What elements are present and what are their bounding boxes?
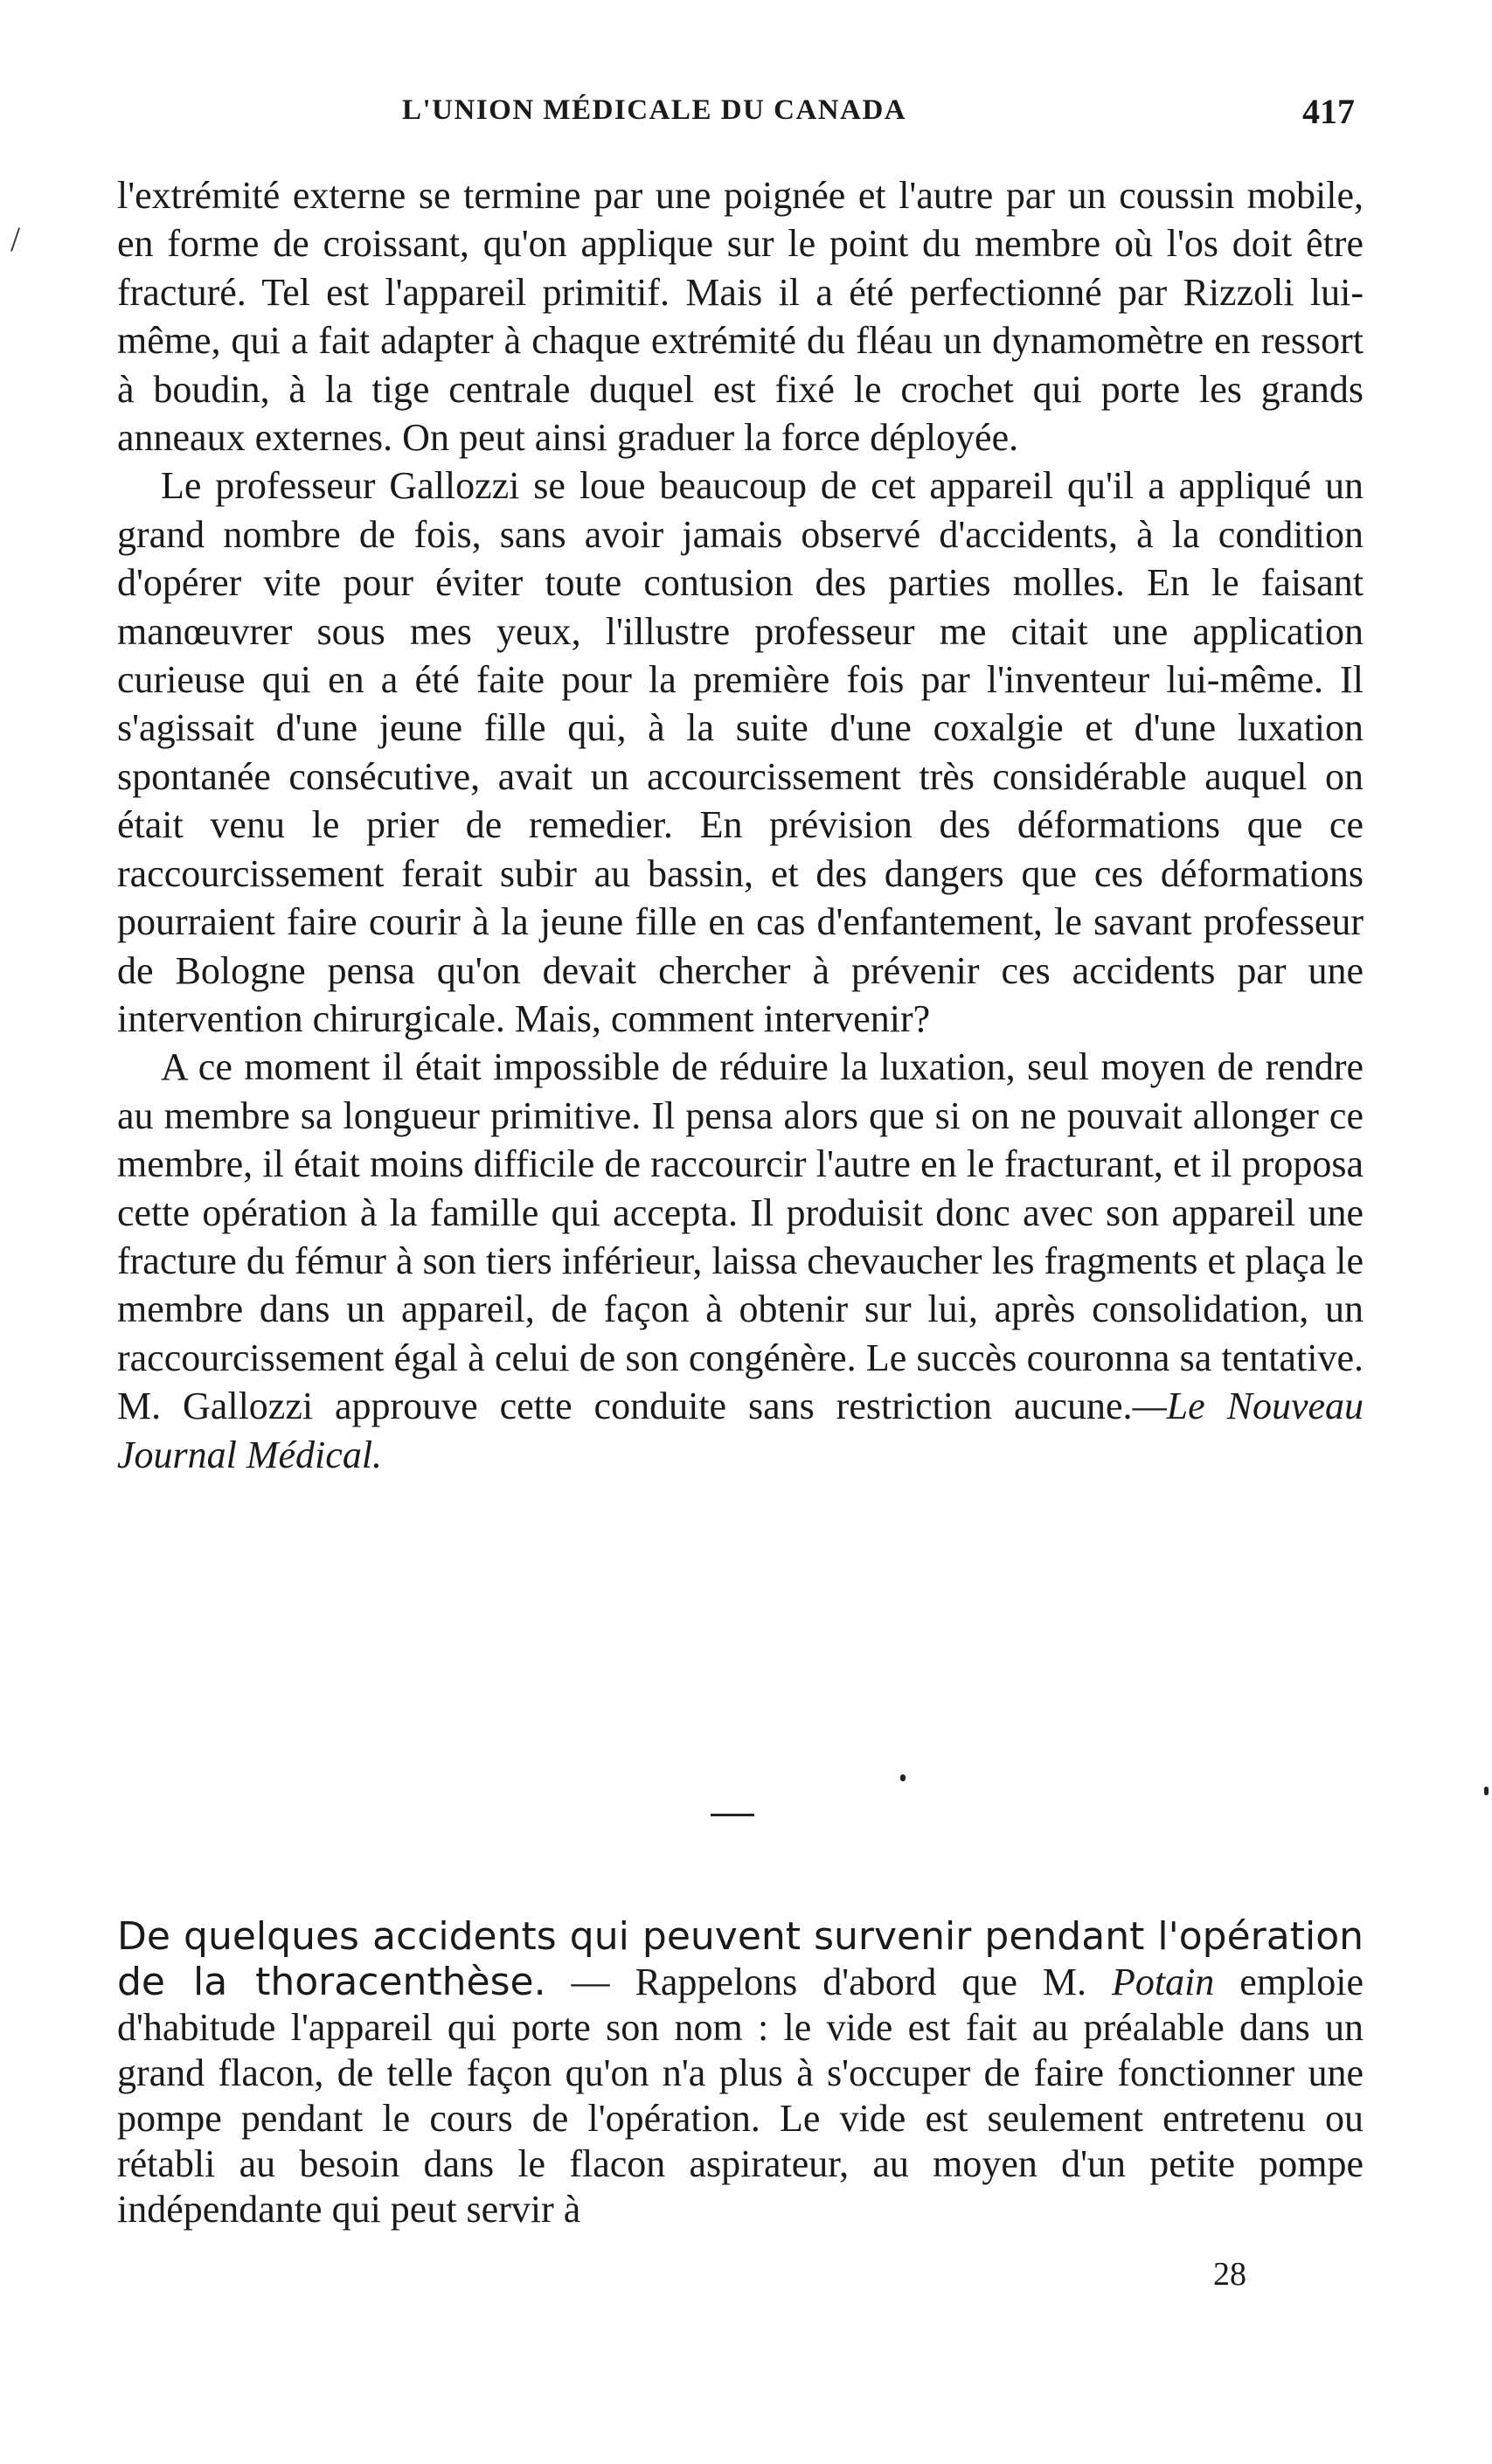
article-title: De quelques accidents qui peuvent survenir pendant l'opération de la thoracenthèse.	[117, 1914, 1364, 2004]
article-text: emploie d'habitude l'appareil qui porte son nom : le vide est fait au préalable dans un grand flacon, de telle façon qu'on n'a plus à s'occuper de faire fonctionner une pompe pendant le cours de l'opération. Le vide est seulement entretenu ou rétabli au besoin dans le flacon aspirateur, au moyen d'un petite pompe indépendante qui peut servir à	[117, 1961, 1364, 2231]
main-text	[117, 171, 1364, 1479]
page-number: 417	[1302, 92, 1355, 131]
source-citation: —Le Nouveau Journal Médical.	[117, 1385, 1364, 1476]
paragraph-3	[117, 1043, 1364, 1479]
paragraph-3-text: A ce moment il était impossible de réduire la luxation, seul moyen de rendre au membre sa longueur primitive. Il pensa alors que si on ne pouvait allonger ce membre, il était moins difficile de raccourcir l'autre en le fracturant, et il proposa cette opération à la famille qui accepta. Il produisit donc avec son appareil une fracture du fémur à son tiers inférieur, laissa chevaucher les fragments et plaça le membre dans un appareil, de façon à obtenir sur lui, après consolidation, un raccourcissement égal à celui de son congénère. Le succès couronna sa tentative. M. Gallozzi approuve cette conduite sans restriction aucune.	[117, 1045, 1364, 1428]
running-head	[114, 94, 1372, 138]
paragraph-2: Le professeur Gallozzi se loue beaucoup de cet appareil qu'il a appliqué un grand nombre de fois, sans avoir jamais observé d'accidents, à la condition d'opérer vite pour éviter toute contusion des parties molles. En le faisant manœuvrer sous mes yeux, l'illustre professeur me citait une application curieuse qui en a été faite pour la première fois par l'inventeur lui-même. Il s'agissait d'une jeune fille qui, à la suite d'une coxalgie et d'une luxation spontanée consécutive, avait un accourcissement très considérable auquel on était venu le prier de remedier. En prévision des déformations que ce raccourcissement ferait subir au bassin, et des dangers que ces déformations pourraient faire courir à la jeune fille en cas d'enfantement, le savant professeur de Bologne pensa qu'on devait chercher à prévenir ces accidents par une intervention chirurgicale. Mais, comment intervenir?	[117, 464, 1364, 1040]
ink-dot	[1484, 1787, 1489, 1795]
margin-mark: /	[10, 219, 21, 259]
section-divider	[711, 1814, 754, 1816]
signature-mark: 28	[1213, 2256, 1246, 2293]
article-text-start: Rappelons d'abord que M.	[635, 1961, 1112, 2003]
journal-title: L'UNION MÉDICALE DU CANADA	[402, 94, 907, 126]
paragraph-1: l'extrémité externe se termine par une poignée et l'autre par un coussin mobile, en forme de croissant, qu'on applique sur le point du membre où l'os doit être fracturé. Tel est l'appareil primitif. Mais il a été perfectionné par Rizzoli lui-même, qui a fait adapter à chaque extrémité du fléau un dynamomètre en ressort à boudin, à la tige centrale duquel est fixé le crochet qui porte les grands anneaux externes. On peut ainsi graduer la force déployée.	[117, 174, 1364, 460]
article-section	[117, 1914, 1364, 2232]
author-name: Potain	[1111, 1961, 1215, 2003]
ink-dot	[900, 1774, 906, 1781]
title-dash: —	[545, 1961, 635, 2003]
